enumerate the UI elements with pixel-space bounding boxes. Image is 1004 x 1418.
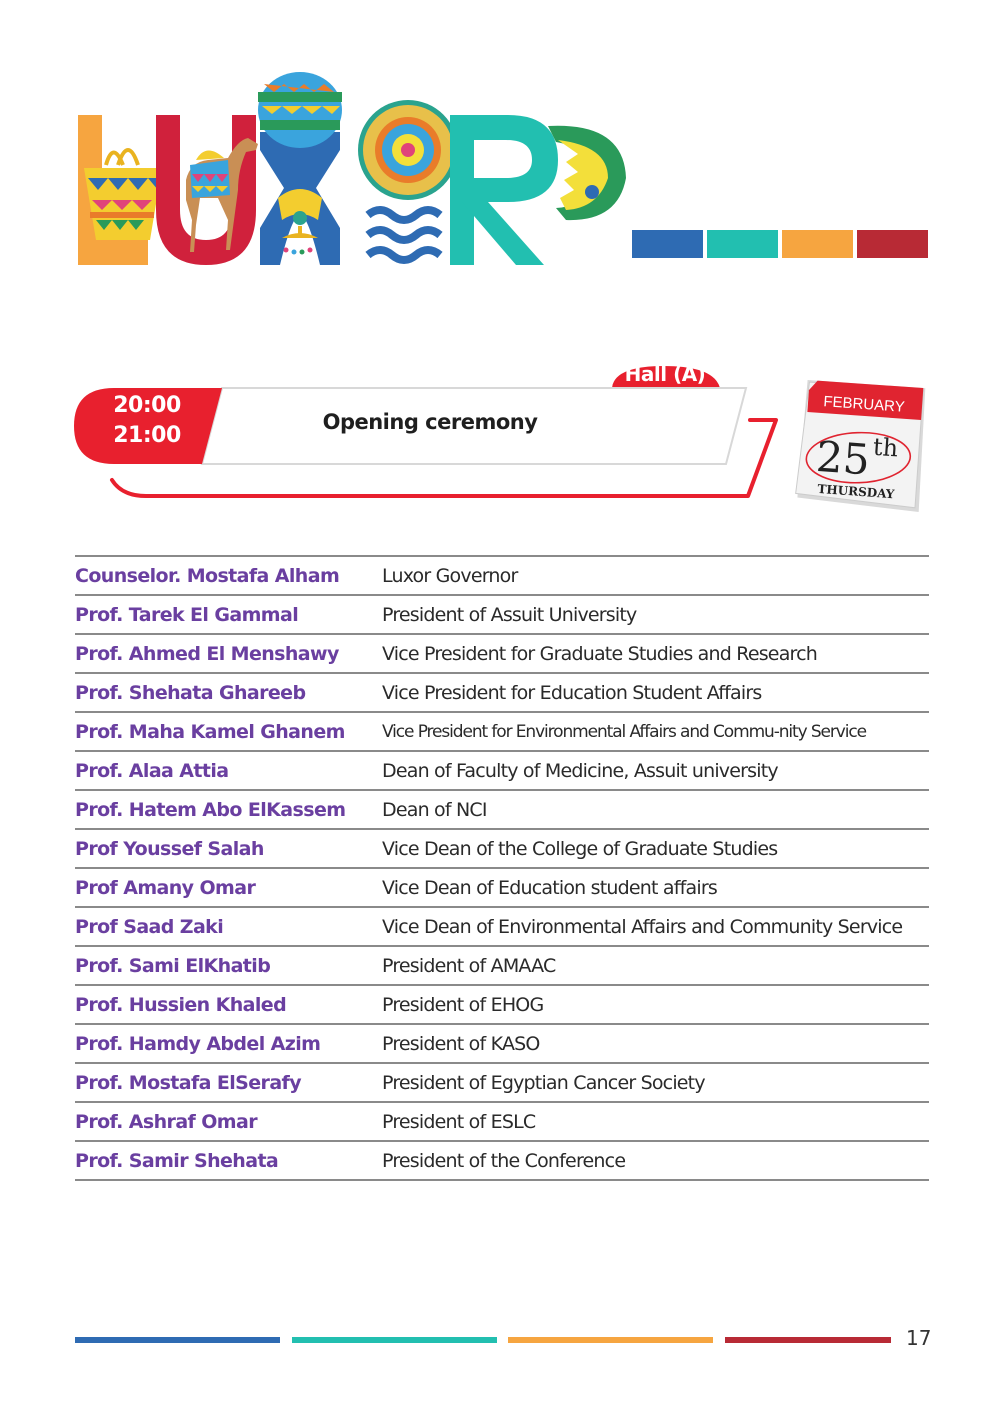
person-name: Prof. Hatem Abo ElKassem (75, 798, 346, 821)
person-name: Prof. Mostafa ElSerafy (75, 1071, 301, 1094)
person-name: Prof Amany Omar (75, 876, 256, 899)
person-role: Vice Dean of Environmental Affairs and Community Service (382, 915, 903, 938)
person-name: Prof. Maha Kamel Ghanem (75, 720, 345, 743)
person-role: President of KASO (382, 1032, 540, 1055)
calendar-weekday: THURSDAY (817, 481, 895, 502)
color-bar-strip (632, 230, 928, 258)
person-name: Prof. Hamdy Abdel Azim (75, 1032, 321, 1055)
person-name: Prof. Alaa Attia (75, 759, 229, 782)
footer-bar-blue (75, 1337, 280, 1343)
table-row (75, 1141, 929, 1180)
person-name: Prof. Tarek El Gammal (75, 603, 299, 626)
person-role: Vice President for Environmental Affairs and Commu-nity Service (382, 721, 866, 742)
person-name: Prof. Ahmed El Menshawy (75, 642, 339, 665)
person-name: Prof Saad Zaki (75, 915, 224, 938)
table-row (75, 985, 929, 1024)
person-name: Prof. Samir Shehata (75, 1149, 279, 1172)
session-end-time: 21:00 (113, 423, 181, 448)
person-name: Counselor. Mostafa Alham (75, 564, 340, 587)
calendar-day-suffix: th (872, 432, 900, 463)
person-role: Dean of NCI (382, 798, 487, 821)
person-role: President of ESLC (382, 1110, 536, 1133)
footer-bar-teal (292, 1337, 497, 1343)
logo-letter-r (450, 115, 626, 265)
person-role: Vice President for Education Student Affairs (382, 681, 762, 704)
hall-label: Hall (A) (624, 362, 706, 386)
officials-table (75, 555, 929, 1181)
table-row (75, 634, 929, 673)
color-bar-red (857, 230, 928, 258)
person-role: Dean of Faculty of Medicine, Assuit university (382, 759, 778, 782)
footer-bar-red (725, 1337, 891, 1343)
footer-bar-orange (508, 1337, 713, 1343)
table-row (75, 751, 929, 790)
person-role: President of EHOG (382, 993, 544, 1016)
person-name: Prof. Hussien Khaled (75, 993, 287, 1016)
color-bar-teal (707, 230, 778, 258)
session-title: Opening ceremony (322, 410, 538, 434)
person-role: President of the Conference (382, 1149, 626, 1172)
color-bar-orange (782, 230, 853, 258)
person-name: Prof. Shehata Ghareeb (75, 681, 306, 704)
color-bar-blue (632, 230, 703, 258)
person-role: President of AMAAC (382, 954, 556, 977)
table-row (75, 1102, 929, 1141)
logo-letter-x (258, 72, 342, 265)
table-row (75, 790, 929, 829)
table-row (75, 946, 929, 985)
wave-icon (368, 210, 440, 260)
person-role: President of Egyptian Cancer Society (382, 1071, 705, 1094)
person-role: Vice Dean of Education student affairs (382, 876, 717, 899)
table-row (75, 829, 929, 868)
calendar-month: FEBRUARY (822, 393, 906, 416)
page-number: 17 (906, 1326, 932, 1350)
calendar-icon (793, 378, 933, 518)
person-role: Vice President for Graduate Studies and Research (382, 642, 818, 665)
session-start-time: 20:00 (113, 393, 181, 418)
logo-letter-o (358, 100, 458, 200)
calendar-day: 25 (814, 431, 872, 485)
person-role: Luxor Governor (382, 564, 518, 587)
person-name: Prof Youssef Salah (75, 837, 264, 860)
person-name: Prof. Sami ElKhatib (75, 954, 271, 977)
person-role: President of Assuit University (382, 603, 637, 626)
table-row (75, 673, 929, 712)
table-row (75, 907, 929, 946)
person-name: Prof. Ashraf Omar (75, 1110, 257, 1133)
table-row (75, 556, 929, 595)
table-row (75, 1024, 929, 1063)
luxor-logo (78, 70, 638, 270)
table-row (75, 868, 929, 907)
table-row (75, 712, 929, 751)
table-row (75, 595, 929, 634)
table-row (75, 1063, 929, 1102)
person-role: Vice Dean of the College of Graduate Studies (382, 837, 778, 860)
